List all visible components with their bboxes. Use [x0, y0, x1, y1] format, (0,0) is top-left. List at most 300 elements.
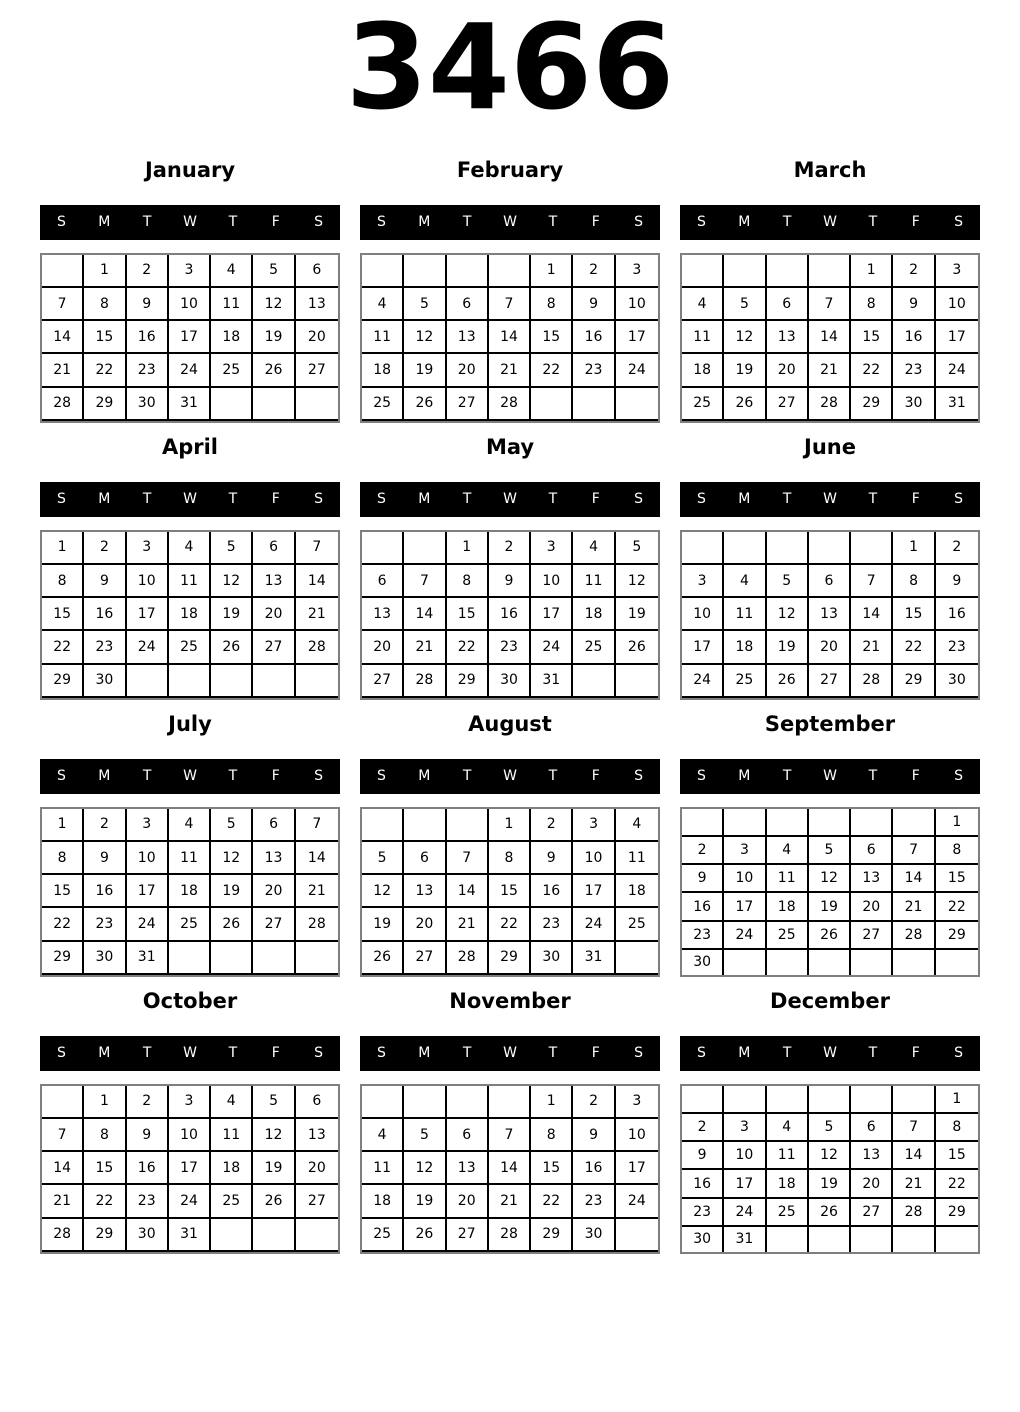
- empty-day-cell: [404, 255, 446, 288]
- week-row: [682, 565, 978, 598]
- month-september: [680, 710, 980, 977]
- day-cell: 14: [42, 1152, 84, 1185]
- day-cell: 4: [767, 837, 809, 865]
- day-cell: 9: [84, 842, 126, 875]
- day-cell: 11: [362, 321, 404, 354]
- day-cell: 12: [809, 1142, 851, 1170]
- weekday-label: S: [314, 768, 324, 785]
- day-cell: 12: [616, 565, 658, 598]
- month-november: [360, 987, 660, 1254]
- empty-day-cell: [809, 1227, 851, 1252]
- day-cell: 24: [169, 354, 211, 387]
- empty-day-cell: [767, 255, 809, 288]
- weekday-label: S: [696, 214, 706, 231]
- weekday-label: W: [823, 214, 837, 231]
- day-cell: 4: [362, 1119, 404, 1152]
- day-cell: 20: [296, 1152, 338, 1185]
- day-cell: 14: [296, 565, 338, 598]
- day-cell: 15: [84, 1152, 126, 1185]
- day-cell: 22: [42, 908, 84, 941]
- day-cell: 23: [936, 631, 978, 664]
- empty-day-cell: [404, 532, 446, 565]
- empty-day-cell: [253, 942, 295, 975]
- week-row: [42, 1185, 338, 1218]
- day-cell: 3: [573, 809, 615, 842]
- day-cell: 17: [724, 1170, 766, 1198]
- day-cell: 4: [573, 532, 615, 565]
- day-cell: 2: [573, 255, 615, 288]
- week-row: [42, 908, 338, 941]
- day-cell: 23: [573, 354, 615, 387]
- day-cell: 20: [404, 908, 446, 941]
- day-cell: 12: [211, 565, 253, 598]
- day-cell: 13: [362, 598, 404, 631]
- day-cell: 9: [573, 288, 615, 321]
- empty-day-cell: [893, 950, 935, 975]
- day-cell: 21: [851, 631, 893, 664]
- month-october: [40, 987, 340, 1254]
- day-cell: 2: [936, 532, 978, 565]
- month-name: October: [142, 988, 238, 1013]
- empty-day-cell: [724, 532, 766, 565]
- week-row: [42, 255, 338, 288]
- day-cell: 7: [404, 565, 446, 598]
- day-cell: 20: [296, 321, 338, 354]
- week-row: [682, 1086, 978, 1114]
- day-cell: 27: [253, 908, 295, 941]
- day-cell: 8: [851, 288, 893, 321]
- day-cell: 26: [253, 354, 295, 387]
- weekday-label: S: [696, 1045, 706, 1062]
- weekday-label: M: [98, 768, 111, 785]
- empty-day-cell: [767, 1086, 809, 1114]
- day-cell: 12: [724, 321, 766, 354]
- day-cell: 22: [531, 1185, 573, 1218]
- week-row: [42, 842, 338, 875]
- day-cell: 25: [362, 388, 404, 421]
- week-row: [682, 809, 978, 837]
- week-row: [682, 1227, 978, 1252]
- day-cell: 18: [573, 598, 615, 631]
- empty-day-cell: [253, 665, 295, 698]
- weekday-label: T: [142, 1045, 152, 1062]
- day-cell: 21: [447, 908, 489, 941]
- day-cell: 20: [767, 354, 809, 387]
- day-cell: 26: [809, 1199, 851, 1227]
- day-cell: 15: [936, 1142, 978, 1170]
- day-cell: 18: [767, 893, 809, 921]
- day-cell: 4: [169, 809, 211, 842]
- day-cell: 20: [447, 1185, 489, 1218]
- week-row: [362, 842, 658, 875]
- day-cell: 23: [682, 1199, 724, 1227]
- day-cell: 30: [936, 665, 978, 698]
- day-cell: 10: [682, 598, 724, 631]
- weekday-label: F: [591, 1045, 600, 1062]
- day-cell: 24: [573, 908, 615, 941]
- day-cell: 28: [296, 908, 338, 941]
- day-cell: 3: [616, 255, 658, 288]
- empty-day-cell: [851, 809, 893, 837]
- weekday-label: T: [228, 1045, 238, 1062]
- day-cell: 30: [127, 388, 169, 421]
- month-july: [40, 710, 340, 977]
- day-cell: 21: [296, 598, 338, 631]
- day-cell: 28: [893, 1199, 935, 1227]
- month-grid: [40, 530, 340, 700]
- day-cell: 23: [84, 631, 126, 664]
- week-row: [362, 255, 658, 288]
- month-name: May: [485, 434, 535, 459]
- weekday-label: W: [503, 768, 517, 785]
- weekday-label: S: [376, 1045, 386, 1062]
- weekday-header-bar: [40, 482, 340, 517]
- week-row: [42, 1152, 338, 1185]
- day-cell: 3: [616, 1086, 658, 1119]
- day-cell: 20: [447, 354, 489, 387]
- weekday-header-bar: [360, 1036, 660, 1071]
- month-grid: [360, 253, 660, 423]
- day-cell: 2: [84, 809, 126, 842]
- day-cell: 9: [936, 565, 978, 598]
- empty-day-cell: [682, 1086, 724, 1114]
- day-cell: 30: [127, 1219, 169, 1252]
- day-cell: 8: [531, 1119, 573, 1152]
- week-row: [362, 565, 658, 598]
- month-name: April: [161, 434, 219, 459]
- day-cell: 13: [851, 1142, 893, 1170]
- day-cell: 11: [362, 1152, 404, 1185]
- weekday-label: W: [503, 214, 517, 231]
- week-row: [362, 532, 658, 565]
- day-cell: 6: [447, 288, 489, 321]
- weekday-label: S: [634, 768, 644, 785]
- day-cell: 4: [616, 809, 658, 842]
- weekday-label: W: [183, 1045, 197, 1062]
- day-cell: 1: [851, 255, 893, 288]
- week-row: [362, 321, 658, 354]
- weekday-label: F: [271, 768, 280, 785]
- day-cell: 18: [169, 598, 211, 631]
- day-cell: 5: [809, 837, 851, 865]
- week-row: [42, 875, 338, 908]
- day-cell: 5: [211, 809, 253, 842]
- day-cell: 2: [127, 255, 169, 288]
- week-row: [682, 1114, 978, 1142]
- day-cell: 27: [851, 922, 893, 950]
- day-cell: 25: [169, 908, 211, 941]
- day-cell: 10: [936, 288, 978, 321]
- day-cell: 15: [489, 875, 531, 908]
- day-cell: 1: [84, 255, 126, 288]
- month-grid: [360, 807, 660, 977]
- day-cell: 10: [127, 565, 169, 598]
- empty-day-cell: [211, 665, 253, 698]
- week-row: [682, 255, 978, 288]
- day-cell: 6: [851, 837, 893, 865]
- empty-day-cell: [531, 388, 573, 421]
- empty-day-cell: [809, 1086, 851, 1114]
- week-row: [362, 1119, 658, 1152]
- day-cell: 23: [573, 1185, 615, 1218]
- day-cell: 3: [682, 565, 724, 598]
- day-cell: 23: [682, 922, 724, 950]
- day-cell: 13: [851, 865, 893, 893]
- week-row: [42, 288, 338, 321]
- empty-day-cell: [724, 809, 766, 837]
- day-cell: 26: [362, 942, 404, 975]
- year-title: 3466: [345, 0, 675, 136]
- month-december: [680, 987, 980, 1254]
- empty-day-cell: [767, 809, 809, 837]
- day-cell: 5: [809, 1114, 851, 1142]
- empty-day-cell: [169, 942, 211, 975]
- day-cell: 21: [489, 1185, 531, 1218]
- empty-day-cell: [447, 809, 489, 842]
- day-cell: 14: [851, 598, 893, 631]
- day-cell: 8: [84, 1119, 126, 1152]
- day-cell: 10: [724, 1142, 766, 1170]
- day-cell: 15: [851, 321, 893, 354]
- weekday-label: T: [868, 214, 878, 231]
- day-cell: 8: [42, 565, 84, 598]
- day-cell: 7: [42, 288, 84, 321]
- weekday-label: S: [954, 491, 964, 508]
- day-cell: 31: [724, 1227, 766, 1252]
- month-grid: [680, 253, 980, 423]
- day-cell: 18: [362, 1185, 404, 1218]
- empty-day-cell: [893, 1086, 935, 1114]
- weekday-label: T: [462, 768, 472, 785]
- weekday-label: T: [462, 214, 472, 231]
- day-cell: 12: [404, 1152, 446, 1185]
- month-grid: [360, 530, 660, 700]
- day-cell: 2: [489, 532, 531, 565]
- day-cell: 26: [404, 388, 446, 421]
- day-cell: 14: [893, 1142, 935, 1170]
- day-cell: 2: [573, 1086, 615, 1119]
- day-cell: 15: [893, 598, 935, 631]
- day-cell: 14: [893, 865, 935, 893]
- day-cell: 29: [936, 1199, 978, 1227]
- weekday-label: S: [376, 491, 386, 508]
- day-cell: 26: [211, 908, 253, 941]
- day-cell: 17: [724, 893, 766, 921]
- day-cell: 3: [936, 255, 978, 288]
- day-cell: 2: [84, 532, 126, 565]
- week-row: [362, 665, 658, 698]
- day-cell: 27: [362, 665, 404, 698]
- empty-day-cell: [767, 1227, 809, 1252]
- day-cell: 4: [682, 288, 724, 321]
- empty-day-cell: [447, 255, 489, 288]
- day-cell: 24: [616, 1185, 658, 1218]
- day-cell: 28: [296, 631, 338, 664]
- week-row: [682, 922, 978, 950]
- week-row: [682, 837, 978, 865]
- day-cell: 10: [127, 842, 169, 875]
- day-cell: 1: [936, 809, 978, 837]
- weekday-label: F: [271, 491, 280, 508]
- day-cell: 29: [447, 665, 489, 698]
- week-row: [682, 598, 978, 631]
- day-cell: 25: [573, 631, 615, 664]
- week-row: [362, 942, 658, 975]
- week-row: [682, 1170, 978, 1198]
- week-row: [362, 631, 658, 664]
- day-cell: 3: [531, 532, 573, 565]
- week-row: [42, 1086, 338, 1119]
- day-cell: 30: [573, 1219, 615, 1252]
- day-cell: 2: [682, 1114, 724, 1142]
- empty-day-cell: [296, 665, 338, 698]
- day-cell: 27: [767, 388, 809, 421]
- day-cell: 24: [724, 1199, 766, 1227]
- day-cell: 21: [42, 354, 84, 387]
- day-cell: 25: [767, 922, 809, 950]
- month-june: [680, 433, 980, 700]
- empty-day-cell: [809, 532, 851, 565]
- week-row: [682, 354, 978, 387]
- day-cell: 17: [936, 321, 978, 354]
- weekday-header-bar: [360, 205, 660, 240]
- day-cell: 19: [211, 875, 253, 908]
- day-cell: 18: [682, 354, 724, 387]
- day-cell: 5: [362, 842, 404, 875]
- day-cell: 7: [851, 565, 893, 598]
- empty-day-cell: [767, 950, 809, 975]
- day-cell: 13: [404, 875, 446, 908]
- empty-day-cell: [682, 255, 724, 288]
- weekday-label: S: [56, 768, 66, 785]
- day-cell: 13: [767, 321, 809, 354]
- weekday-label: F: [911, 768, 920, 785]
- day-cell: 31: [531, 665, 573, 698]
- weekday-label: W: [823, 491, 837, 508]
- day-cell: 28: [447, 942, 489, 975]
- weekday-label: T: [228, 214, 238, 231]
- day-cell: 19: [404, 1185, 446, 1218]
- day-cell: 8: [531, 288, 573, 321]
- day-cell: 17: [573, 875, 615, 908]
- day-cell: 8: [893, 565, 935, 598]
- day-cell: 16: [531, 875, 573, 908]
- week-row: [42, 1219, 338, 1252]
- day-cell: 4: [169, 532, 211, 565]
- day-cell: 9: [573, 1119, 615, 1152]
- month-name: November: [449, 988, 571, 1013]
- day-cell: 3: [724, 837, 766, 865]
- day-cell: 27: [447, 388, 489, 421]
- day-cell: 23: [489, 631, 531, 664]
- empty-day-cell: [211, 1219, 253, 1252]
- day-cell: 6: [253, 532, 295, 565]
- day-cell: 1: [42, 532, 84, 565]
- day-cell: 16: [936, 598, 978, 631]
- day-cell: 24: [127, 631, 169, 664]
- weekday-label: F: [591, 214, 600, 231]
- day-cell: 25: [169, 631, 211, 664]
- week-row: [362, 288, 658, 321]
- day-cell: 17: [169, 1152, 211, 1185]
- weekday-label: M: [418, 1045, 431, 1062]
- empty-day-cell: [616, 388, 658, 421]
- day-cell: 10: [724, 865, 766, 893]
- month-grid: [680, 807, 980, 977]
- day-cell: 11: [211, 288, 253, 321]
- day-cell: 20: [851, 893, 893, 921]
- weekday-label: T: [462, 491, 472, 508]
- day-cell: 26: [404, 1219, 446, 1252]
- weekday-label: T: [868, 768, 878, 785]
- month-name: March: [793, 157, 867, 182]
- day-cell: 28: [489, 1219, 531, 1252]
- week-row: [362, 598, 658, 631]
- day-cell: 9: [84, 565, 126, 598]
- day-cell: 6: [362, 565, 404, 598]
- week-row: [42, 665, 338, 698]
- day-cell: 9: [489, 565, 531, 598]
- week-row: [682, 665, 978, 698]
- day-cell: 5: [616, 532, 658, 565]
- day-cell: 25: [211, 354, 253, 387]
- day-cell: 16: [84, 598, 126, 631]
- weekday-label: S: [954, 214, 964, 231]
- day-cell: 21: [893, 893, 935, 921]
- day-cell: 25: [682, 388, 724, 421]
- day-cell: 5: [404, 288, 446, 321]
- day-cell: 29: [531, 1219, 573, 1252]
- weekday-label: T: [228, 768, 238, 785]
- week-row: [682, 865, 978, 893]
- weekday-label: S: [56, 214, 66, 231]
- day-cell: 19: [809, 893, 851, 921]
- empty-day-cell: [936, 950, 978, 975]
- weekday-label: T: [142, 491, 152, 508]
- day-cell: 31: [127, 942, 169, 975]
- day-cell: 20: [253, 598, 295, 631]
- day-cell: 22: [84, 1185, 126, 1218]
- day-cell: 21: [42, 1185, 84, 1218]
- month-grid: [680, 530, 980, 700]
- empty-day-cell: [616, 942, 658, 975]
- day-cell: 8: [42, 842, 84, 875]
- empty-day-cell: [809, 809, 851, 837]
- day-cell: 15: [42, 875, 84, 908]
- weekday-label: T: [548, 491, 558, 508]
- day-cell: 25: [211, 1185, 253, 1218]
- day-cell: 12: [211, 842, 253, 875]
- day-cell: 5: [767, 565, 809, 598]
- weekday-label: S: [634, 214, 644, 231]
- day-cell: 23: [84, 908, 126, 941]
- day-cell: 19: [253, 1152, 295, 1185]
- day-cell: 3: [169, 255, 211, 288]
- day-cell: 30: [682, 1227, 724, 1252]
- day-cell: 12: [767, 598, 809, 631]
- day-cell: 11: [767, 1142, 809, 1170]
- day-cell: 14: [489, 321, 531, 354]
- day-cell: 24: [127, 908, 169, 941]
- day-cell: 13: [253, 565, 295, 598]
- day-cell: 26: [616, 631, 658, 664]
- day-cell: 19: [724, 354, 766, 387]
- day-cell: 13: [809, 598, 851, 631]
- empty-day-cell: [362, 532, 404, 565]
- day-cell: 30: [682, 950, 724, 975]
- empty-day-cell: [296, 1219, 338, 1252]
- weekday-label: M: [738, 768, 751, 785]
